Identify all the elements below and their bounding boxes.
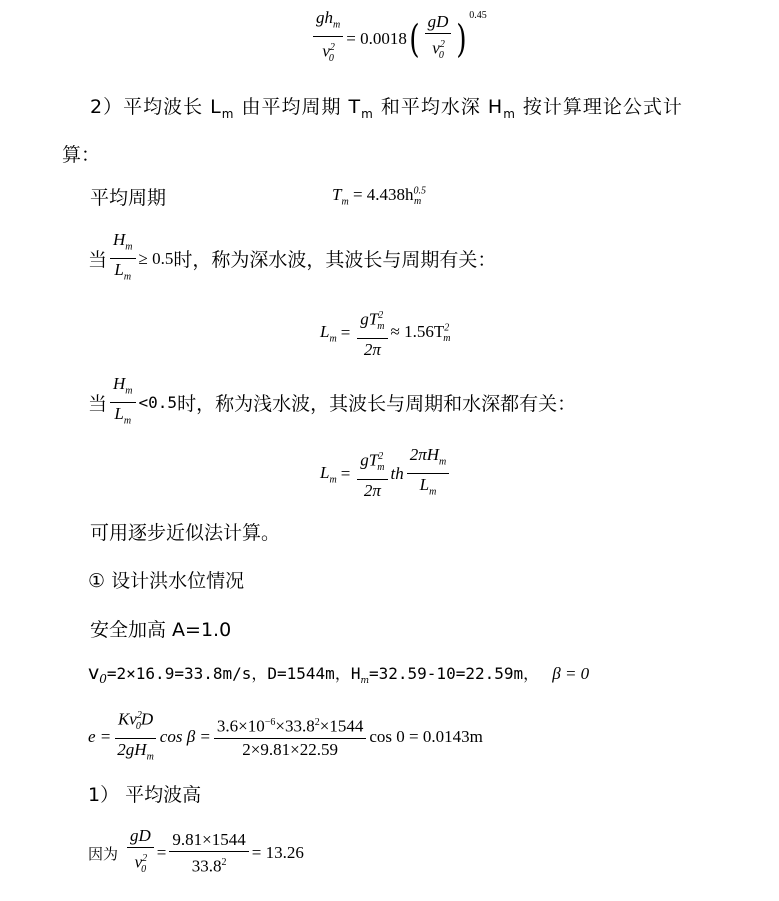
design-flood-heading: ① 设计洪水位情况 xyxy=(88,570,245,592)
mean-period-formula: $T_m = 4.438h^{0.5}_m$ xyxy=(332,185,427,208)
deep-formula: $L_m$ = $\frac{gT^2_m}{2\pi}$ ≈ $1.56T^2_m$ xyxy=(320,306,450,360)
para-wavelength: 2）平均波长 $L_m$ 由平均周期 $T_m$ 和平均水深 $H_m$ 按计算理论公式计 xyxy=(90,96,683,121)
safety-line: 安全加高 A=1.0 xyxy=(90,619,232,641)
mean-period-label: 平均周期 xyxy=(90,187,167,209)
deep-water-condition: 当 $\frac{H_m}{L_m}$ ≥ 0.5 时，称为深水波，其波长与周期有关： xyxy=(88,230,497,283)
mean-height-heading: 1） 平均波高 xyxy=(88,784,202,806)
para-wavelength-cont: 算： xyxy=(62,144,101,166)
params-line: $v_0=2\times 16.9=33.8m/s$，D=1544m，$H_m=32.59-10=22.59m$， β = 0 xyxy=(88,662,590,687)
approx-method: 可用逐步近似法计算。 xyxy=(90,522,281,544)
because-formula: 因为 $\frac{gD}{v^2_0}$ = $\frac{9.81\times 1544}{33.8^2}$ = 13.26 xyxy=(88,826,304,876)
e-formula: e = $\frac{Kv^2_0D}{2gH_m}$ cos β = $\frac{3.6\times 10^{-6}\times 33.8^2\times 1544}{2\times 9.81\times 22.59}$ cos 0 = 0.0143m xyxy=(88,706,483,767)
formula-top: $\frac{gh_m}{v^2_0}$ = 0.0018 ( $\frac{gD}{v^2_0}$ ) $^{0.45}$ xyxy=(310,8,487,69)
shallow-water-condition: 当 $\frac{H_m}{L_m}$ <0.5 时，称为浅水波，其波长与周期和水深都有关： xyxy=(88,374,577,427)
shallow-formula: $L_m$ = $\frac{gT^2_m}{2\pi}$ th $\frac{2\pi H_m}{L_m}$ xyxy=(320,445,452,503)
